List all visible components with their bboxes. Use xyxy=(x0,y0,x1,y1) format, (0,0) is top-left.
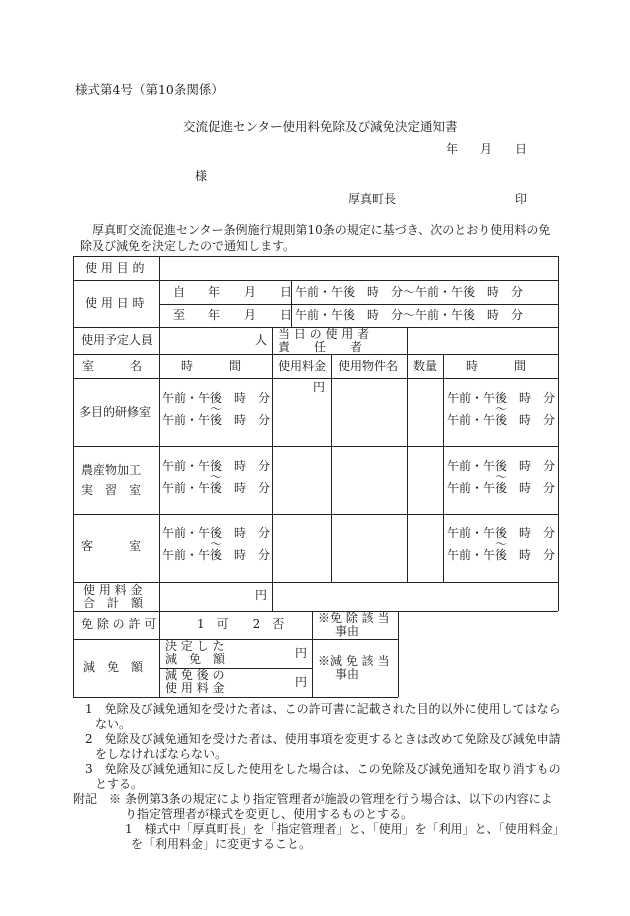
from-label: 自 xyxy=(173,285,186,299)
appendix-line-c: 1 様式中「厚真町長」を「指定管理者」と、「使用」を「利用」と、「使用料金」 xyxy=(125,822,565,836)
time-end: 午前・午後 時 分 xyxy=(447,412,556,427)
exemption-reason-label-1: ※免 除 該 当 xyxy=(318,611,390,625)
table-line xyxy=(73,697,398,698)
room-multipurpose: 多目的研修室 xyxy=(79,405,152,419)
table-line xyxy=(73,514,558,515)
after-fee-label-1: 減 免 後 の xyxy=(165,668,225,682)
time-start: 午前・午後 時 分 xyxy=(447,526,556,540)
time-tilde: 〜 xyxy=(494,401,507,416)
form-number: 様式第4号（第10条関係） xyxy=(75,82,224,97)
purpose-label: 使 用 目 的 xyxy=(85,261,145,275)
reduction-reason-label-1: ※減 免 該 当 xyxy=(318,654,390,668)
to-time-range[interactable]: 午前・午後 時 分〜午前・午後 時 分 xyxy=(295,308,524,322)
person-in-charge-label-2: 責 任 者 xyxy=(278,340,363,354)
time-tilde: 〜 xyxy=(209,469,222,484)
total-label-2: 合 計 額 xyxy=(83,596,144,610)
from-time-range[interactable]: 午前・午後 時 分〜午前・午後 時 分 xyxy=(295,285,524,299)
table-line xyxy=(398,611,399,697)
time-end: 午前・午後 時 分 xyxy=(162,547,271,562)
fee-yen-unit: 円 xyxy=(313,380,326,394)
time-start: 午前・午後 時 分 xyxy=(162,391,271,405)
note-2b: をしなければならない。 xyxy=(95,747,228,761)
decided-amount-label-2: 減 免 額 xyxy=(165,652,226,666)
col-equipment: 使用物件名 xyxy=(338,359,399,373)
col-time-left: 時 間 xyxy=(181,359,242,373)
appendix-line-d: を「利用料金」に変更すること。 xyxy=(131,837,312,851)
after-fee-label-2: 使 用 料 金 xyxy=(165,681,225,695)
date-day-label: 日 xyxy=(515,142,528,156)
table-line xyxy=(73,611,558,612)
total-label-1: 使 用 料 金 xyxy=(83,583,143,597)
reduction-label: 減 免 額 xyxy=(83,660,144,674)
time-end: 午前・午後 時 分 xyxy=(447,480,556,495)
time-right-room3[interactable] xyxy=(447,527,555,562)
document-title: 交流促進センター使用料免除及び減免決定通知書 xyxy=(183,119,458,134)
note-2a: 2 免除及び減免通知を受けた者は、使用事項を変更するときは改めて免除及び減免申請 xyxy=(85,732,561,746)
after-yen-unit: 円 xyxy=(295,675,308,689)
table-line xyxy=(159,256,160,697)
table-line xyxy=(73,256,558,257)
person-in-charge-label-1: 当 日 の 使 用 者 xyxy=(278,327,370,341)
time-end: 午前・午後 時 分 xyxy=(162,480,271,495)
time-tilde: 〜 xyxy=(209,536,222,551)
table-line xyxy=(159,304,558,305)
time-left-room2[interactable] xyxy=(163,460,269,495)
table-line xyxy=(312,611,313,697)
from-date[interactable]: 年 月 日 xyxy=(208,285,293,299)
exemption-form-table xyxy=(73,256,558,697)
time-right-room1[interactable] xyxy=(447,392,555,427)
to-date[interactable]: 年 月 日 xyxy=(208,308,293,322)
addressee-suffix: 様 xyxy=(195,169,208,183)
reduction-reason-label-2: 事由 xyxy=(335,667,360,681)
time-tilde: 〜 xyxy=(209,401,222,416)
table-line xyxy=(73,446,558,447)
room-guest: 客 室 xyxy=(81,539,142,553)
time-left-room1[interactable] xyxy=(163,392,269,427)
time-end: 午前・午後 時 分 xyxy=(447,547,556,562)
people-unit: 人 xyxy=(255,333,268,347)
time-tilde: 〜 xyxy=(494,469,507,484)
time-start: 午前・午後 時 分 xyxy=(447,391,556,405)
time-left-room3[interactable] xyxy=(163,527,269,562)
table-line xyxy=(272,327,273,611)
table-line xyxy=(73,280,558,281)
issuer-name: 厚真町長 xyxy=(348,192,397,206)
table-line xyxy=(73,639,398,640)
table-line xyxy=(331,354,332,582)
table-line xyxy=(73,582,558,583)
table-line xyxy=(558,256,559,611)
purpose-value[interactable] xyxy=(163,260,553,276)
appendix-line-b: り指定管理者が様式を変更し、使用するものとする。 xyxy=(125,807,414,821)
appendix-label: 附記 ※ xyxy=(73,792,122,806)
exemption-label: 免 除 の 許 可 xyxy=(81,617,157,631)
exemption-reason-label-2: 事由 xyxy=(335,624,360,638)
room-processing-2: 実 習 室 xyxy=(81,483,142,497)
note-3b: とする。 xyxy=(95,777,144,791)
intro-paragraph: 厚真町交流促進センター条例施行規則第10条の規定に基づき、次のとおり使用料の免除及び減免を決定したので通知します。 xyxy=(80,223,551,253)
to-label: 至 xyxy=(173,308,186,322)
time-right-room2[interactable] xyxy=(447,460,555,495)
decided-yen-unit: 円 xyxy=(295,646,308,660)
col-quantity: 数量 xyxy=(413,359,438,373)
time-start: 午前・午後 時 分 xyxy=(447,459,556,473)
col-time-right: 時 間 xyxy=(466,359,527,373)
total-yen-unit: 円 xyxy=(255,588,268,602)
seal-mark: 印 xyxy=(515,192,528,206)
exemption-options[interactable]: 1 可 2 否 xyxy=(197,617,285,631)
date-year-label: 年 xyxy=(446,142,459,156)
table-line xyxy=(407,327,408,582)
time-tilde: 〜 xyxy=(494,536,507,551)
table-line xyxy=(73,378,558,379)
table-line xyxy=(443,354,444,582)
decided-amount-label-1: 決 定 し た xyxy=(165,639,225,653)
time-end: 午前・午後 時 分 xyxy=(162,412,271,427)
note-3a: 3 免除及び減免通知に反した使用をした場合は、この免除及び減免通知を取り消すもの xyxy=(85,762,561,776)
usage-datetime-label: 使 用 日 時 xyxy=(85,296,145,310)
time-start: 午前・午後 時 分 xyxy=(162,459,271,473)
appendix-line-a: 条例第3条の規定により指定管理者が施設の管理を行う場合は、以下の内容によ xyxy=(125,792,553,806)
note-1a: 1 免除及び減免通知を受けた者は、この許可書に記載された目的以外に使用してはなら xyxy=(85,702,561,716)
col-fee: 使用料金 xyxy=(278,359,327,373)
planned-people-label: 使用予定人員 xyxy=(81,333,154,347)
table-line xyxy=(73,256,74,697)
room-processing-1: 農産物加工 xyxy=(81,463,142,477)
note-1b: ない。 xyxy=(95,717,132,731)
date-month-label: 月 xyxy=(480,142,493,156)
time-start: 午前・午後 時 分 xyxy=(162,526,271,540)
col-room: 室 名 xyxy=(82,359,143,373)
